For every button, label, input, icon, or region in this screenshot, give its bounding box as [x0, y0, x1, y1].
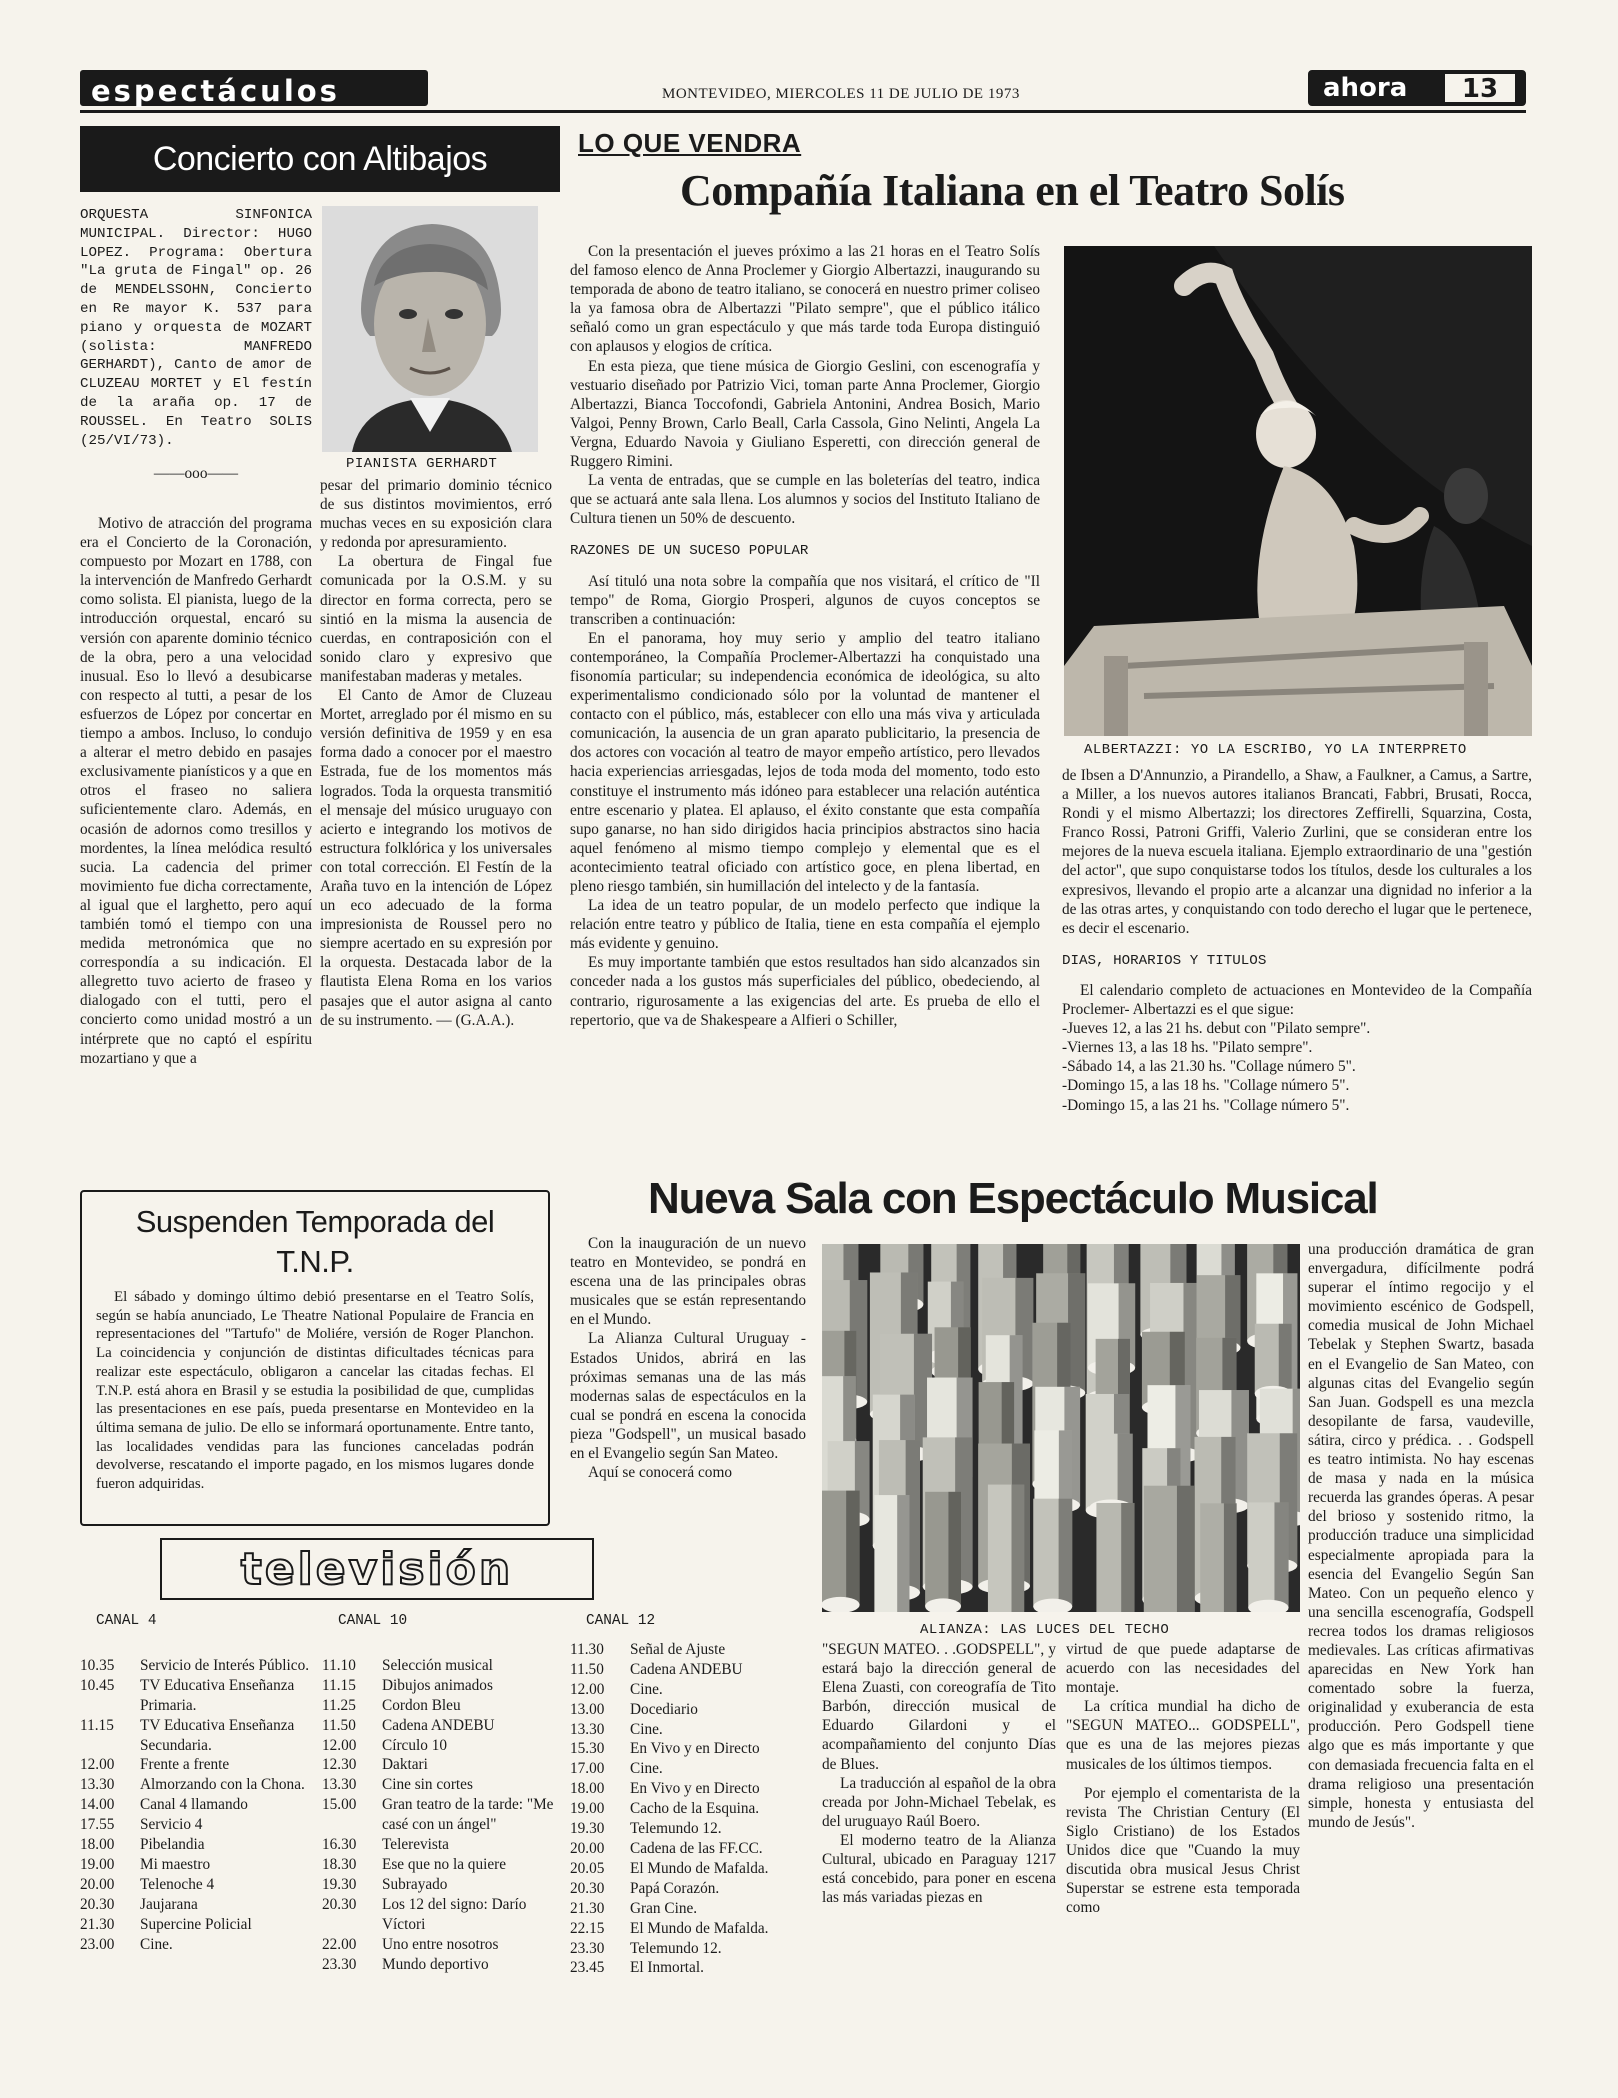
tv-program-row — [322, 1795, 562, 1835]
tv-program-row — [80, 1676, 320, 1716]
tv-program-title: Cadena ANDEBU — [382, 1716, 495, 1734]
tv-program-time: 16.30 — [322, 1836, 357, 1854]
page-number: 13 — [1445, 74, 1515, 102]
nueva-sala-col1-p3: Aquí se conocerá como — [588, 1464, 732, 1482]
nueva-sala-col2-p3: El moderno teatro de la Alianza Cultural, ubicado en Paraguay 1217 está concebido, para poner en escena las más variadas piezas en — [822, 1831, 1056, 1907]
tv-program-time: 22.15 — [570, 1919, 605, 1937]
tv-program-row — [80, 1716, 320, 1756]
gerhardt-caption: PIANISTA GERHARDT — [346, 456, 498, 472]
tv-program-time: 21.30 — [80, 1915, 115, 1933]
brand-name: ahora — [1323, 73, 1408, 103]
tv-program-time: 11.50 — [570, 1660, 604, 1678]
tv-program-title: Selección musical — [382, 1656, 493, 1674]
alianza-caption: ALIANZA: LAS LUCES DEL TECHO — [920, 1622, 1170, 1638]
tv-program-title: Telenoche 4 — [140, 1875, 215, 1893]
tv-program-title: Docediario — [630, 1700, 698, 1718]
concierto-col2-p3: El Canto de Amor de Cluzeau Mortet, arreglado por él mismo en su versión definitiva de 1959 y en esa forma dado a conocer por el maestro Estrada, fue de los momentos más logrados. Toda la orquesta transmitió el mensaje del músico uruguayo con acierto e integrando los motivos de estructura folklórica y los universales con total corrección. El Festín de la Araña tuvo en la intención de López un eco adecuado de la forma impresionista de Roussel pero no siempre acertado en su expresión por la orquesta. Destacada labor de la flautista Elena Roma en los varios pasajes que el autor asigna al canto de su instrumento. — (G.A.A.). — [320, 687, 552, 1029]
nueva-sala-col4-p1: una producción dramática de gran envergadura, difícilmente podrá superar el íntimo regocijo y el movimiento escénico de Godspell, comedia musical de John Michael Tebelak y Stephen Swartz, basada en el Evangelio de San Mateo, con algunas citas del Evangelio según San Juan. Godspell es una mezcla desopilante de farsa, vaudeville, sátira, circo y prédica. . . Godspell es teatro intimista. No hay escenas de masa y nada en la música recuerda las grandes óperas. A pesar del brioso y sostenido ritmo, la producción traduce una simplicidad especialmente apropiada para la esencia del Evangelio Según San Mateo. Con un pequeño elenco y una sencilla escenografía, Godspell recrea todos los dramas religiosos medievales. Las críticas afirmativas aparecidas en New York han comentado sobre la fuerza, originalidad y exuberancia de esta producción. Pero Godspell tiene algo que es más importante y que con demasiada frecuencia falta en el drama religioso una presentación simple, honesta y entusiasta del mundo de Jesús". — [1308, 1241, 1534, 1831]
tv-program-row — [570, 1839, 810, 1859]
tv-program-time: 17.55 — [80, 1816, 115, 1834]
tv-program-title: El Mundo de Mafalda. — [630, 1919, 769, 1937]
header-rule — [80, 110, 1526, 113]
tv-program-title: TV Educativa Enseñanza Primaria. — [140, 1676, 295, 1714]
tv-program-time: 12.00 — [322, 1736, 357, 1754]
tv-program-time: 10.45 — [80, 1676, 115, 1694]
italiana-p5: En el panorama, hoy muy serio y amplio del teatro italiano contemporáneo, la Compañía Proclemer-Albertazzi ha conquistado una fisonomía particular; su independencia económica de ideológica, su alto experimentalismo condicionado sólo por la voluntad de mantener el contacto con el público, más, establecer con ello una más viva y articulada comunicación, la ausencia de un gran aparato publicitario, la presencia de dos actores con vocación al teatro de mayor empeño artístico, pero llevados hacia experiencias arriesgadas, lejos de toda moda del momento, todo esto constituye el instrumento más idóneo para establecer una relación auténtica entre escenario y platea. El aplauso, el éxito constante que esta compañía supo ganarse, no han sido dirigidos hacia principios abstractos sino hacia aquel fenómeno al mismo tiempo complejo y elemental que es el acontecimiento teatral oficiado con artístico goce, en plena libertad, en pleno riesgo también, sin humillación del intelecto y de la fantasía. — [570, 629, 1040, 895]
tv-program-title: Subrayado — [382, 1875, 448, 1893]
tv-program-row — [570, 1720, 810, 1740]
tv-program-row — [80, 1795, 320, 1815]
tv-program-row — [570, 1919, 810, 1939]
italiana-kicker: LO QUE VENDRA — [578, 128, 802, 158]
tv-program-row — [80, 1895, 320, 1915]
tv-program-title: TV Educativa Enseñanza Secundaria. — [140, 1716, 295, 1754]
tv-program-time: 23.45 — [570, 1959, 605, 1977]
tv-program-row — [570, 1779, 810, 1799]
tv-program-time: 15.30 — [570, 1740, 605, 1758]
italiana-p4: Así tituló una nota sobre la compañía que nos visitará, el crítico de "Il tempo" de Roma, Giorgio Prosperi, algunos de cuyos conceptos se transcriben a continuación: — [570, 572, 1040, 628]
italiana-p7: Es muy importante también que estos resultados han sido alcanzados sin conceder nada a los gustos más superficiales del público, obedeciendo, al contrario, rigurosamente a las exigencias del arte. Es prueba de ello el repertorio, que va de Shakespeare a Alfieri o Schiller, — [570, 954, 1040, 1029]
nueva-sala-col3 — [1066, 1640, 1300, 1917]
tv-program-row — [570, 1879, 810, 1899]
tv-program-time: 18.00 — [80, 1836, 115, 1854]
tv-program-row — [570, 1660, 810, 1680]
tv-program-time: 18.30 — [322, 1855, 357, 1873]
tv-program-title: Frente a frente — [140, 1756, 230, 1774]
tv-program-time: 20.30 — [80, 1895, 115, 1913]
concierto-col2-p2: La obertura de Fingal fue comunicada por la O.S.M. y su director en forma correcta, pero se sintió en la misma la ausencia de cuerdas, en contraposición con el sonido claro y expresivo que manifestaban maderas y metales. — [320, 553, 552, 685]
nueva-sala-col3-p3: Por ejemplo el comentarista de la revista The Christian Century (El Siglo Cristiano) de los Estados Unidos dice que "Cuando la muy discutida obra musical Jesus Christ Superstar se estrene esta temporada como — [1066, 1784, 1300, 1917]
tv-program-time: 23.30 — [570, 1939, 605, 1957]
concierto-col1-text: Motivo de atracción del programa era el Concierto de la Coronación, compuesto por Mozart en 1788, con la intervención de Manfredo Gerhardt como solista. El pianista, luego de la introducción orquestal, encaró su versión con aparente dominio técnico de la obra, pero a una velocidad inusual. Eso lo llevó a desubicarse con respecto al tutti, a pesar de los esfuerzos de López por concertar en tiempo a ambos. Incluso, lo condujo a alterar el metro debido en pasajes exclusivamente pianísticos y a que en otros el fraseo no saliera suficientemente claro. Además, en ocasión de adornos como tresillos y mordentes, la línea melódica resultó sucia. La cadencia del primer movimiento fue dicha correctamente, al igual que el larghetto, pero aquí también tomó el tiempo con una medida metronómica que no correspondía a su indicación. El allegretto tuvo acierto de fraseo y dialogado con el tutti, pero el concierto como unidad mostró a un intérprete que no captó el espíritu mozartiano y que a — [80, 515, 312, 1067]
tv-program-time: 12.00 — [570, 1680, 605, 1698]
tv-program-row — [570, 1958, 810, 1978]
tv-program-title: Almorzando con la Chona. — [140, 1776, 305, 1794]
tv-program-row — [570, 1859, 810, 1879]
tv-channel-12 — [570, 1612, 810, 1978]
tv-title: televisión — [240, 1543, 514, 1595]
concierto-col2 — [320, 476, 552, 1030]
italiana-p1: Con la presentación el jueves próximo a las 21 horas en el Teatro Solís del famoso elenco de Anna Proclemer y Giorgio Albertazzi, inaugurando su temporada de abono de teatro italiano, se conocerá en nuestro primer coliseo la ya famosa obra de Albertazzi "Pilato sempre", que el público itálico señaló como un gran espectáculo y que más tarde toda Europa distinguió con aplausos y elogios de crítica. — [570, 243, 1040, 356]
tv-program-title: Cine. — [630, 1720, 663, 1738]
tv-program-time: 11.15 — [80, 1716, 114, 1734]
tv-program-title: Servicio 4 — [140, 1816, 203, 1834]
italiana-p9: El calendario completo de actuaciones en Montevideo de la Compañía Proclemer- Albertazzi es el que sigue: — [1062, 981, 1532, 1019]
tv-program-row — [570, 1759, 810, 1779]
tv-program-row — [322, 1895, 562, 1935]
tv-program-time: 11.15 — [322, 1676, 356, 1694]
schedule-item: -Sábado 14, a las 21.30 hs. "Collage número 5". — [1062, 1058, 1356, 1076]
tv-program-row — [570, 1939, 810, 1959]
tv-program-title: Cadena ANDEBU — [630, 1660, 743, 1678]
tv-program-row — [322, 1755, 562, 1775]
concierto-intro: ORQUESTA SINFONICA MUNICIPAL. Director: HUGO LOPEZ. Programa: Obertura "La gruta de Fingal" op. 26 de MENDELSSOHN, Concierto en Re mayor K. 537 para piano y orquesta de MOZART (solista: MANFREDO GERHARDT), Canto de amor de CLUZEAU MORTET y El festín de la araña op. 17 de ROUSSEL. En Teatro SOLIS (25/VI/73). — [80, 207, 312, 449]
tnp-title: Suspenden Temporada del T.N.P. — [135, 1204, 495, 1279]
tv-program-title: Mundo deportivo — [382, 1955, 489, 1973]
tv-program-title: Servicio de Interés Público. — [140, 1656, 310, 1674]
tv-program-row — [570, 1739, 810, 1759]
tv-program-time: 14.00 — [80, 1796, 115, 1814]
tv-program-row — [570, 1680, 810, 1700]
nueva-sala-col1-p2: La Alianza Cultural Uruguay -Estados Unidos, abrirá en las próximas semanas una de las más modernas salas de espectáculos en la cual se pondrá en escena la conocida pieza "Godspell", un musical basado en el Evangelio según San Mateo. — [570, 1330, 806, 1463]
tv-program-row — [322, 1775, 562, 1795]
tv-program-row — [80, 1855, 320, 1875]
tv-program-time: 15.00 — [322, 1796, 357, 1814]
tv-program-time: 10.35 — [80, 1656, 115, 1674]
tv-program-time: 18.00 — [570, 1780, 605, 1798]
tv-program-title: Uno entre nosotros — [382, 1935, 499, 1953]
albertazzi-photo — [1064, 246, 1532, 736]
tv-program-row — [80, 1775, 320, 1795]
tv-program-time: 12.00 — [80, 1756, 115, 1774]
schedule-item: -Jueves 12, a las 21 hs. debut con "Pilato sempre". — [1062, 1020, 1371, 1038]
tv-program-row — [570, 1640, 810, 1660]
tv-program-time: 23.00 — [80, 1935, 115, 1953]
italiana-col1 — [570, 242, 1040, 1030]
tv-program-title: Señal de Ajuste — [630, 1640, 726, 1658]
tv-program-time: 23.30 — [322, 1955, 357, 1973]
tv-program-title: En Vivo y en Directo — [630, 1780, 760, 1798]
nueva-sala-col3-p2: La crítica mundial ha dicho de "SEGUN MATEO... GODSPELL", que es una de las mejores piezas musicales de los últimos tiempos. — [1066, 1698, 1300, 1773]
brand-box — [1308, 70, 1526, 106]
albertazzi-caption: ALBERTAZZI: YO LA ESCRIBO, YO LA INTERPRETO — [1084, 742, 1467, 758]
italiana-p8: de Ibsen a D'Annunzio, a Pirandello, a Shaw, a Faulkner, a Camus, a Sartre, a Miller, a los nuevos autores italianos Brancati, Fabbri, Brusati, Rocca, Rondi y el mismo Albertazzi; los directores Zeffirelli, Squarzina, Costa, Franco Rossi, Patroni Griffi, Valerio Zurlini, que se consideran entre los mejores de la nueva escuela italiana. Ejemplo extraordinario de una "gestión del actor", que supo conquistarse todos los títulos, desde los culturales a los expresivos, llevando el propio arte a alcanzar una dignidad no inferior a la de las otras artes, y conquistando con todo derecho el lugar que le pertenece, es decir el escenario. — [1062, 767, 1532, 937]
nueva-sala-col4 — [1308, 1240, 1534, 1832]
tv-program-time: 11.10 — [322, 1656, 356, 1674]
tv-program-title: El Inmortal. — [630, 1959, 704, 1977]
tv-program-time: 20.00 — [570, 1839, 605, 1857]
tv-program-title: Los 12 del signo: Darío Víctori — [382, 1895, 527, 1933]
schedule-item: -Domingo 15, a las 18 hs. "Collage número 5". — [1062, 1077, 1350, 1095]
tv-program-title: Mi maestro — [140, 1855, 211, 1873]
tv-program-row — [80, 1875, 320, 1895]
tv-program-row — [570, 1899, 810, 1919]
tv-program-row — [570, 1819, 810, 1839]
tv-program-title: Gran Cine. — [630, 1899, 698, 1917]
tv-program-title: En Vivo y en Directo — [630, 1740, 760, 1758]
nueva-sala-col2-p2: La traducción al español de la obra creada por John-Michael Tebelak, es del uruguayo Raúl Boero. — [822, 1774, 1056, 1830]
italiana-subhead-2: DIAS, HORARIOS Y TITULOS — [1062, 952, 1267, 969]
tv-program-title: Cine. — [630, 1760, 663, 1778]
tv-program-title: Telemundo 12. — [630, 1820, 722, 1838]
tv-program-time: 21.30 — [570, 1899, 605, 1917]
tv-program-row — [80, 1755, 320, 1775]
tv-program-time: 13.30 — [570, 1720, 605, 1738]
section-header: espectáculos — [80, 70, 428, 106]
tv-program-title: Cacho de la Esquina. — [630, 1800, 760, 1818]
tv-program-time: 13.30 — [322, 1776, 357, 1794]
tv-program-title: Cine. — [140, 1935, 173, 1953]
italiana-title: Compañía Italiana en el Teatro Solís — [680, 166, 1345, 215]
tv-program-time: 13.00 — [570, 1700, 605, 1718]
tv-program-time: 20.30 — [570, 1879, 605, 1897]
tv-channel-name: CANAL 4 — [96, 1613, 157, 1629]
tv-program-row — [322, 1875, 562, 1895]
tv-program-title: Dibujos animados — [382, 1676, 493, 1694]
tv-program-title: Ese que no la quiere — [382, 1855, 507, 1873]
nueva-sala-title: Nueva Sala con Espectáculo Musical — [648, 1174, 1378, 1223]
gerhardt-photo — [322, 206, 538, 452]
tv-program-row — [80, 1835, 320, 1855]
tv-program-time: 20.00 — [80, 1875, 115, 1893]
tv-program-time: 11.25 — [322, 1696, 356, 1714]
tnp-box — [80, 1190, 550, 1526]
tv-program-row — [570, 1799, 810, 1819]
italiana-p6: La idea de un teatro popular, de un modelo perfecto que indique la relación entre teatro y público de Italia, tiene en esta compañía el ejemplo más evidente y genuino. — [570, 897, 1040, 953]
schedule-item: -Viernes 13, a las 18 hs. "Pilato sempre". — [1062, 1039, 1313, 1057]
alianza-photo — [822, 1244, 1300, 1612]
tv-program-row — [322, 1855, 562, 1875]
tv-program-row — [322, 1835, 562, 1855]
tv-program-row — [322, 1656, 562, 1676]
tv-program-title: Canal 4 llamando — [140, 1796, 248, 1814]
tv-channel-10 — [322, 1612, 562, 1974]
nueva-sala-col2 — [822, 1640, 1056, 1907]
tnp-body: El sábado y domingo último debió presentarse en el Teatro Solís, según se había anunciado, Le Theatre National Populaire de Francia en representaciones del "Tartufo" de Moliére, versión de Roger Planchon. La coincidencia y conjunción de distintas dificultades técnicas para realizar este espectáculo, obligaron a cancelar las citadas fechas. El T.N.P. está ahora en Brasil y se estudia la posibilidad de que, cumplidas las presentaciones en ese país, pueda presentarse en Montevideo en la última semana de julio. De ello se informará oportunamente. Entre tanto, las localidades vendidas para las funciones canceladas podrán devolverse, rescatando el importe pagado, en los mismos lugares donde fueron adquiridas. — [96, 1289, 534, 1493]
tv-program-title: Círculo 10 — [382, 1736, 448, 1754]
concierto-col1 — [80, 514, 312, 1068]
tv-program-row — [80, 1656, 320, 1676]
concierto-title: Concierto con Altibajos — [80, 126, 560, 192]
tv-program-time: 20.30 — [322, 1895, 357, 1913]
italiana-p3: La venta de entradas, que se cumple en las boleterías del teatro, indica que se actuará ante sala llena. Los alumnos y socios del Instituto Italiano de Cultura tienen un 50% de descuento. — [570, 472, 1040, 528]
tv-program-row — [322, 1716, 562, 1736]
concierto-separator: ——ooo—— — [153, 465, 239, 483]
dateline: MONTEVIDEO, MIERCOLES 11 DE JULIO DE 1973 — [662, 86, 1020, 102]
tv-program-time: 17.00 — [570, 1760, 605, 1778]
tv-program-title: Cine sin cortes — [382, 1776, 473, 1794]
tv-program-title: Cadena de las FF.CC. — [630, 1839, 763, 1857]
tv-program-row — [322, 1955, 562, 1975]
tv-channel-4 — [80, 1612, 320, 1955]
tv-program-title: Telemundo 12. — [630, 1939, 722, 1957]
nueva-sala-col3-p1: virtud de que puede adaptarse de acuerdo con las necesidades del montaje. — [1066, 1641, 1300, 1697]
tv-program-title: Supercine Policial — [140, 1915, 252, 1933]
tv-program-row — [322, 1935, 562, 1955]
tv-program-time: 20.05 — [570, 1859, 605, 1877]
schedule-item: -Domingo 15, a las 21 hs. "Collage número 5". — [1062, 1096, 1350, 1114]
tv-program-row — [322, 1676, 562, 1696]
tv-program-time: 12.30 — [322, 1756, 357, 1774]
tv-program-title: Cine. — [630, 1680, 663, 1698]
tv-program-title: Cordon Bleu — [382, 1696, 461, 1714]
tv-channel-name: CANAL 12 — [586, 1613, 656, 1629]
tv-program-time: 19.30 — [570, 1820, 605, 1838]
tv-program-title: Pibelandia — [140, 1836, 205, 1854]
tv-program-title: Papá Corazón. — [630, 1879, 720, 1897]
tv-program-title: El Mundo de Mafalda. — [630, 1859, 769, 1877]
tv-program-time: 19.30 — [322, 1875, 357, 1893]
tv-channel-name: CANAL 10 — [338, 1613, 408, 1629]
tv-program-time: 19.00 — [570, 1800, 605, 1818]
tv-program-row — [80, 1915, 320, 1935]
italiana-col2 — [1062, 766, 1532, 1115]
italiana-p2: En esta pieza, que tiene música de Giorgio Geslini, con escenografía y vestuario diseñado por Patrizio Vici, toman parte Anna Proclemer, Giorgio Albertazzi, Bianca Toccofondi, Gabriela Antonini, Andrea Bosich, Mario Valgoi, Penny Brown, Carlo Beall, Carla Cassola, Gino Nelinti, Angela La Vergna, Eduardo Navoia y Giuliano Esperetti, con dirección general de Ruggero Rimini. — [570, 357, 1040, 471]
tv-program-title: Daktari — [382, 1756, 428, 1774]
concierto-intro-block — [80, 206, 312, 483]
tv-program-time: 11.50 — [322, 1716, 356, 1734]
tv-program-row — [80, 1935, 320, 1955]
italiana-subhead-1: RAZONES DE UN SUCESO POPULAR — [570, 543, 809, 560]
tv-program-title: Telerevista — [382, 1836, 449, 1854]
tv-program-row — [322, 1736, 562, 1756]
tv-program-time: 19.00 — [80, 1855, 115, 1873]
tv-program-title: Jaujarana — [140, 1895, 198, 1913]
tv-program-time: 11.30 — [570, 1640, 604, 1658]
tv-program-row — [322, 1696, 562, 1716]
nueva-sala-col1-p1: Con la inauguración de un nuevo teatro en Montevideo, se pondrá en escena una de las principales obras musicales que se están representando en el Mundo. — [570, 1235, 806, 1329]
tv-program-time: 22.00 — [322, 1935, 357, 1953]
nueva-sala-col2-p1: "SEGUN MATEO. . .GODSPELL", y estará bajo la dirección general de Elena Zuasti, con coreografía de Tito Barbón, dirección musical de Eduardo Gilardoni y el acompañamiento del conjunto Días de Blues. — [822, 1641, 1056, 1773]
nueva-sala-col1 — [570, 1234, 806, 1482]
tv-title-box — [160, 1538, 594, 1600]
tv-program-row — [80, 1815, 320, 1835]
tv-program-title: Gran teatro de la tarde: "Me casé con un ángel" — [382, 1796, 554, 1834]
tv-program-time: 13.30 — [80, 1776, 115, 1794]
concierto-col2-p1: pesar del primario dominio técnico de sus distintos movimientos, erró muchas veces en su exposición clara y redonda por apresuramiento. — [320, 477, 552, 552]
tv-program-row — [570, 1700, 810, 1720]
